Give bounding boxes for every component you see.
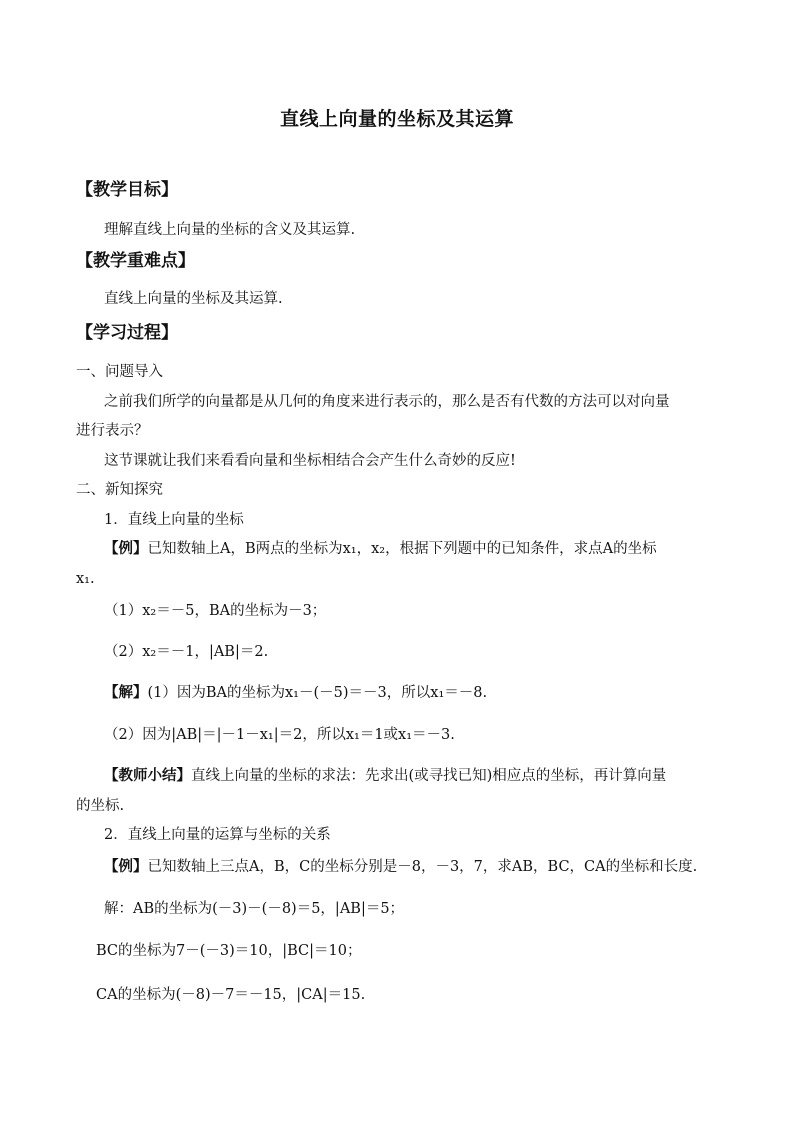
part1-paragraph2: 这节课就让我们来看看向量和坐标相结合会产生什么奇妙的反应! xyxy=(104,453,516,469)
solution1-text1: (1）因为BA的坐标为x₁－(－5)＝－3，所以x₁＝－8. xyxy=(147,685,488,701)
keypoint-heading: 【教学重难点】 xyxy=(76,251,195,271)
summary-line1 xyxy=(104,766,666,786)
part1-paragraph-line1: 之前我们所学的向量都是从几何的角度来进行表示的，那么是否有代数的方法可以对向量 xyxy=(104,394,670,410)
solution1-line1 xyxy=(104,683,487,703)
part2-heading: 二、新知探究 xyxy=(76,482,163,498)
example1-question2: （2）x₂＝－1，|AB|＝2. xyxy=(104,644,269,660)
summary-label: 【教师小结】 xyxy=(104,767,191,784)
example1-label: 【例】 xyxy=(104,540,148,557)
solution2-line1: 解：AB的坐标为(－3)－(－8)＝5，|AB|＝5； xyxy=(104,901,405,917)
example1-question1: （1）x₂＝－5，BA的坐标为－3； xyxy=(104,603,327,619)
subheading-2: 2．直线上向量的运算与坐标的关系 xyxy=(104,827,331,843)
part1-paragraph-line2: 进行表示？ xyxy=(76,423,149,439)
summary-text: 直线上向量的坐标的求法：先求出(或寻找已知)相应点的坐标，再计算向量 xyxy=(191,768,667,784)
subheading-1: 1．直线上向量的坐标 xyxy=(104,512,244,528)
part1-heading: 一、问题导入 xyxy=(76,364,163,380)
summary-line2: 的坐标. xyxy=(76,798,125,814)
solution1-label: 【解】 xyxy=(104,684,148,701)
example1-text: 已知数轴上A，B两点的坐标为x₁，x₂，根据下列题中的已知条件，求点A的坐标 xyxy=(147,541,657,557)
goal-heading: 【教学目标】 xyxy=(76,180,178,200)
goal-text: 理解直线上向量的坐标的含义及其运算. xyxy=(104,222,356,238)
keypoint-text: 直线上向量的坐标及其运算. xyxy=(104,291,283,307)
example2-text: 已知数轴上三点A，B，C的坐标分别是－8，－3，7，求AB，BC，CA的坐标和长度. xyxy=(147,859,698,875)
page-title: 直线上向量的坐标及其运算 xyxy=(279,108,514,130)
example2-line xyxy=(104,857,697,877)
solution1-line2: （2）因为|AB|＝|－1－x₁|＝2，所以x₁＝1或x₁＝－3. xyxy=(104,727,455,743)
example1-line1 xyxy=(104,539,657,559)
solution2-line3: CA的坐标为(－8)－7＝－15，|CA|＝15. xyxy=(96,987,366,1003)
example1-line2: x₁. xyxy=(76,571,95,587)
solution2-line2: BC的坐标为7－(－3)＝10，|BC|＝10； xyxy=(96,943,362,959)
example2-label: 【例】 xyxy=(104,858,148,875)
process-heading: 【学习过程】 xyxy=(76,323,178,343)
